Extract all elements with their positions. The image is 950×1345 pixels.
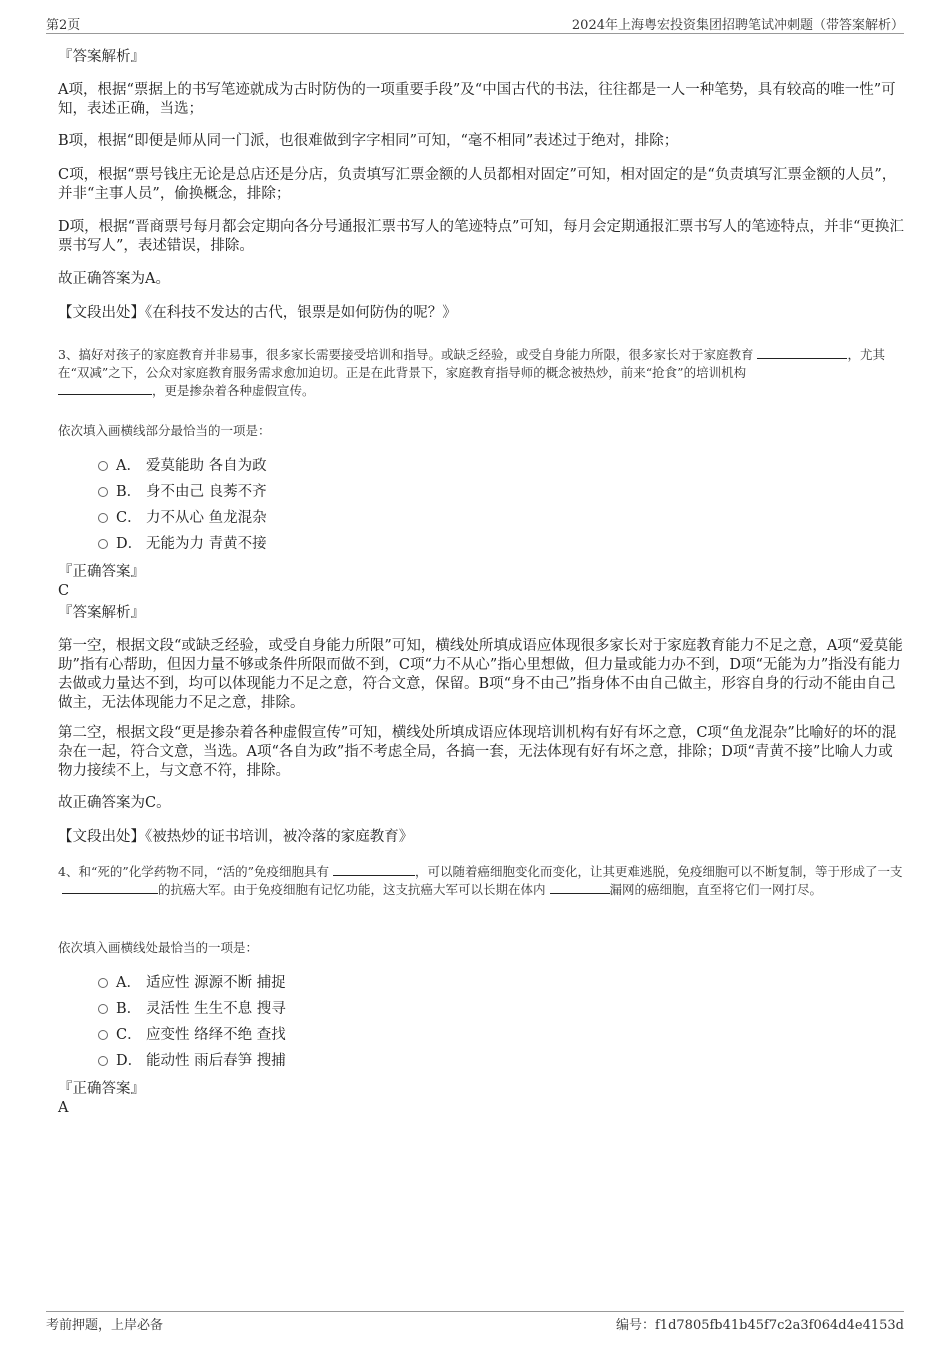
q2-source: 【文段出处】《在科技不发达的古代，银票是如何防伪的呢？》 (58, 305, 457, 321)
q4-option-b[interactable]: B． 灵活性 生生不息 搜寻 (98, 1000, 286, 1019)
q2-analysis-a: A项，根据“票据上的书写笔迹就成为古时防伪的一项重要手段”及“中国古代的书法，往往都是一人一种笔势，具有较高的唯一性”可知，表述正确，当选； (58, 82, 896, 117)
q3-conclusion: 故正确答案为C。 (58, 795, 171, 811)
q3-stem-part3: ，更是掺杂着各种虚假宣传。 (152, 383, 315, 398)
radio-icon[interactable] (98, 539, 108, 549)
q4-answer: A (58, 1100, 69, 1116)
q3-prompt: 依次填入画横线部分最恰当的一项是： (58, 423, 271, 438)
q3-analysis-2: 第二空，根据文段“更是掺杂着各种虚假宣传”可知，横线处所填成语应体现培训机构有好有坏之意，C项“鱼龙混杂”比喻好的坏的混杂在一起，符合文意，当选。A项“各自为政”指不考虑全局，各搞一套，无法体现有好有坏之意，排除；D项“青黄不接”比喻人力或物力接续不上，与文意不符，排除。 (58, 725, 897, 779)
radio-icon[interactable] (98, 1004, 108, 1014)
header-divider (46, 33, 904, 34)
radio-icon[interactable] (98, 1030, 108, 1040)
q3-stem-part2: ，尤其在“双减”之下，公众对家庭教育服务需求愈加迫切。正是在此背景下，家庭教育指导师的概念被热炒，前来“抢食”的培训机构 (58, 347, 885, 380)
q2-analysis-c: C项，根据“票号钱庄无论是总店还是分店，负责填写汇票金额的人员都相对固定”可知，相对固定的是“负责填写汇票金额的人员”，并非“主事人员”，偷换概念，排除； (58, 167, 897, 202)
q3-option-b[interactable]: B． 身不由己 良莠不齐 (98, 483, 267, 502)
radio-icon[interactable] (98, 1056, 108, 1066)
document-title: 2024年上海粤宏投资集团招聘笔试冲刺题（带答案解析） (571, 18, 904, 33)
q4-stem-part1: 4、和“死的”化学药物不同，“活的”免疫细胞具有 (58, 864, 330, 879)
q2-conclusion: 故正确答案为A。 (58, 271, 170, 287)
q4-option-a[interactable]: A． 适应性 源源不断 捕捉 (98, 974, 286, 993)
q4-stem-part4: 漏网的癌细胞，直至将它们一网打尽。 (609, 882, 823, 897)
q3-source: 【文段出处】《被热炒的证书培训，被冷落的家庭教育》 (58, 829, 414, 845)
q4-blank-3 (550, 881, 610, 894)
q3-option-a[interactable]: A． 爱莫能助 各自为政 (98, 457, 267, 476)
footer-divider (46, 1311, 904, 1312)
q3-analysis-label: 『答案解析』 (58, 605, 145, 621)
q4-stem-part2: ，可以随着癌细胞变化而变化，让其更难逃脱，免疫细胞可以不断复制，等于形成了一支 (415, 864, 903, 879)
q4-blank-1 (333, 863, 415, 876)
footer-slogan: 考前押题，上岸必备 (46, 1318, 164, 1333)
q4-prompt: 依次填入画横线处最恰当的一项是： (58, 940, 259, 955)
q3-stem (58, 346, 904, 400)
q2-analysis-label: 『答案解析』 (58, 49, 145, 65)
q4-answer-label: 『正确答案』 (58, 1081, 145, 1097)
q4-stem-part3: 的抗癌大军。由于免疫细胞有记忆功能，这支抗癌大军可以长期在体内 (158, 882, 546, 897)
radio-icon[interactable] (98, 978, 108, 988)
q2-analysis-d: D项，根据“晋商票号每月都会定期向各分号通报汇票书写人的笔迹特点”可知，每月会定期通报汇票书写人的笔迹特点，并非“更换汇票书写人”，表述错误，排除。 (58, 219, 904, 254)
q3-option-c[interactable]: C． 力不从心 鱼龙混杂 (98, 509, 267, 528)
q4-blank-2 (62, 881, 158, 894)
q3-answer-label: 『正确答案』 (58, 564, 145, 580)
page-header (46, 14, 904, 32)
q3-blank-1 (757, 346, 847, 359)
q3-answer: C (58, 583, 70, 599)
document-id: 编号：f1d7805fb41b45f7c2a3f064d4e4153d (616, 1318, 904, 1333)
q3-stem-part1: 3、搞好对孩子的家庭教育并非易事，很多家长需要接受培训和指导。或缺乏经验，或受自身能力所限，很多家长对于家庭教育 (58, 347, 754, 362)
q3-analysis-1: 第一空，根据文段“或缺乏经验，或受自身能力所限”可知，横线处所填成语应体现很多家长对于家庭教育能力不足之意，A项“爱莫能助”指有心帮助，但因力量不够或条件所限而做不到，C项“力不从心”指心里想做，但力量或能力办不到，D项“无能为力”指没有能力去做或力量达不到，均可以体现能力不足之意，符合文意，保留。B项“身不由己”指身体不由自己做主，形容自身的行动不能由自己做主，无法体现能力不足之意，排除。 (58, 638, 903, 711)
radio-icon[interactable] (98, 513, 108, 523)
q4-option-c[interactable]: C． 应变性 络绎不绝 查找 (98, 1026, 286, 1045)
q3-option-d[interactable]: D． 无能为力 青黄不接 (98, 535, 267, 554)
q4-stem (58, 863, 904, 899)
page-number: 第2页 (46, 18, 81, 33)
q4-option-d[interactable]: D． 能动性 雨后春笋 搜捕 (98, 1052, 286, 1071)
q3-blank-2 (58, 382, 152, 395)
q2-analysis-b: B项，根据“即便是师从同一门派，也很难做到字字相同”可知，“毫不相同”表述过于绝对，排除； (58, 133, 679, 149)
radio-icon[interactable] (98, 461, 108, 471)
radio-icon[interactable] (98, 487, 108, 497)
